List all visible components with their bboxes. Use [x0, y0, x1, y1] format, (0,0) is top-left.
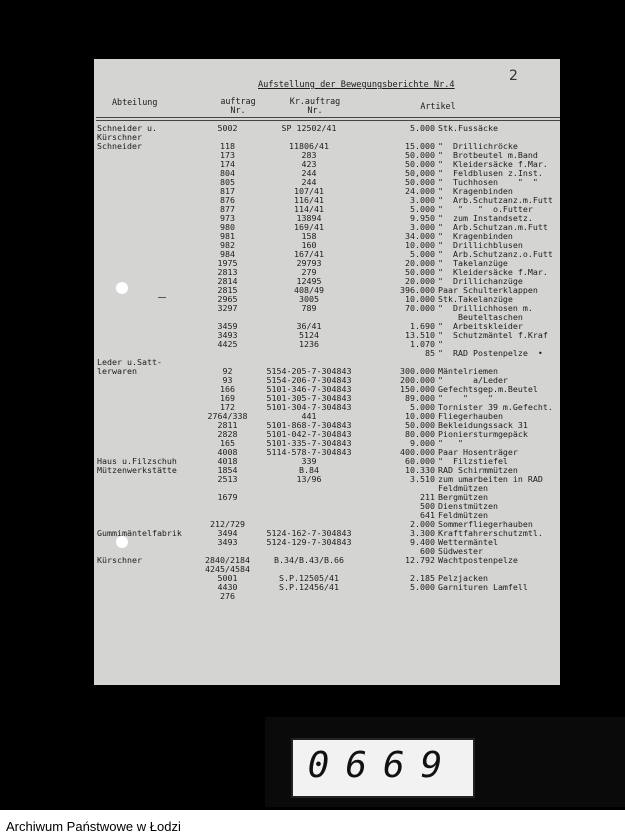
cell-artikel: Paar Schulterklappen — [438, 286, 538, 295]
cell-kr-auftrag: 114/41 — [294, 205, 324, 214]
cell-quantity: 1.070 — [410, 340, 435, 349]
cell-kr-auftrag: 5124-162-7-304843 — [266, 529, 352, 538]
cell-quantity: 60.000 — [405, 457, 435, 466]
cell-auftrag: 2513 — [217, 475, 238, 484]
cell-auftrag: 2828 — [217, 430, 238, 439]
cell-kr-auftrag: 5154-206-7-304843 — [266, 376, 352, 385]
cell-artikel: Beuteltaschen — [438, 313, 523, 322]
cell-kr-auftrag: 423 — [301, 160, 317, 169]
cell-artikel: Stk.Takelanzüge — [438, 295, 513, 304]
cell-auftrag: 3459 — [217, 322, 238, 331]
cell-kr-auftrag: B.34/B.43/B.66 — [274, 556, 344, 565]
cell-auftrag: 2815 — [217, 286, 238, 295]
cell-artikel: " Tuchhosen " " — [438, 178, 538, 187]
cell-kr-auftrag: 11806/41 — [289, 142, 329, 151]
footer-bar — [0, 810, 625, 840]
cell-auftrag: 2840/2184 — [205, 556, 250, 565]
cell-kr-auftrag: 5114-578-7-304843 — [266, 448, 352, 457]
header-abteilung: Abteilung — [112, 97, 158, 107]
cell-artikel: " a/Leder — [438, 376, 508, 385]
cell-auftrag: 92 — [222, 367, 233, 376]
cell-artikel: Südwester — [438, 547, 483, 556]
cell-kr-auftrag: 5101-042-7-304843 — [266, 430, 352, 439]
cell-artikel: Feldmützen — [438, 511, 488, 520]
cell-quantity: 10.000 — [405, 412, 435, 421]
cell-kr-auftrag: 3005 — [299, 295, 319, 304]
cell-auftrag: 2764/338 — [207, 412, 248, 421]
cell-auftrag: 2811 — [217, 421, 238, 430]
cell-artikel: " Kleidersäcke f.Mar. — [438, 160, 548, 169]
cell-auftrag: 172 — [220, 403, 235, 412]
cell-quantity: 5.000 — [410, 124, 435, 133]
cell-abteilung: Gummimäntelfabrik — [97, 529, 182, 538]
cell-auftrag: 4430 — [217, 583, 238, 592]
cell-quantity: 500 — [420, 502, 435, 511]
cell-quantity: 50.000 — [405, 421, 435, 430]
cell-artikel: " " — [438, 439, 463, 448]
header-kr-auftrag: Kr.auftrag Nr. — [289, 96, 341, 115]
cell-artikel: " Drillichhosen m. — [438, 304, 533, 313]
cell-artikel: " Arb.Schutzanz.m.Futt — [438, 196, 553, 205]
cell-auftrag: 980 — [220, 223, 235, 232]
cell-kr-auftrag: 167/41 — [294, 250, 324, 259]
cell-kr-auftrag: 107/41 — [294, 187, 324, 196]
cell-quantity: 12.792 — [405, 556, 435, 565]
cell-kr-auftrag: 13/96 — [296, 475, 322, 484]
cell-artikel: " Drillichanzüge — [438, 277, 523, 286]
cell-auftrag: 4245/4584 — [205, 565, 250, 574]
cell-quantity: 15.000 — [405, 142, 435, 151]
cell-artikel: Pioniersturmgepäck — [438, 430, 528, 439]
cell-artikel: Mäntelriemen — [438, 367, 498, 376]
cell-quantity: 9.950 — [410, 214, 435, 223]
cell-quantity: 3.000 — [410, 196, 435, 205]
cell-auftrag: 166 — [220, 385, 235, 394]
cell-artikel: " Drillichröcke — [438, 142, 518, 151]
cell-auftrag: 2813 — [217, 268, 238, 277]
cell-auftrag: 877 — [220, 205, 235, 214]
cell-kr-auftrag: 789 — [301, 304, 317, 313]
cell-quantity: 5.000 — [410, 583, 435, 592]
cell-artikel: RAD Schirmmützen — [438, 466, 518, 475]
header-auftrag: auftrag Nr. — [220, 96, 256, 115]
cell-quantity: 10.000 — [405, 295, 435, 304]
cell-abteilung: Leder u.Satt- — [97, 358, 162, 367]
cell-abteilung: Haus u.Filzschuh — [97, 457, 177, 466]
cell-kr-auftrag: 5154-205-7-304843 — [266, 367, 352, 376]
cell-abteilung: Schneider u. — [97, 124, 157, 133]
cell-kr-auftrag: 279 — [301, 268, 317, 277]
cell-auftrag: 804 — [220, 169, 235, 178]
cell-artikel: " " " o.Futter — [438, 205, 533, 214]
cell-quantity: 20.000 — [405, 277, 435, 286]
cell-quantity: 3.300 — [410, 529, 435, 538]
cell-quantity: 50,000 — [405, 169, 435, 178]
cell-quantity: 24.000 — [405, 187, 435, 196]
page-number: 2 — [509, 68, 518, 84]
stamp-number: 0669 — [307, 745, 459, 786]
cell-artikel: Fliegerhauben — [438, 412, 503, 421]
cell-quantity: 5.000 — [410, 403, 435, 412]
cell-kr-auftrag: 283 — [301, 151, 317, 160]
cell-abteilung: lerwaren — [97, 367, 137, 376]
cell-artikel: " Drillichblusen — [438, 241, 523, 250]
cell-auftrag: 1975 — [217, 259, 238, 268]
cell-artikel: Pelzjacken — [438, 574, 488, 583]
cell-quantity: 10.330 — [405, 466, 435, 475]
cell-auftrag: 981 — [220, 232, 235, 241]
cell-auftrag: 169 — [220, 394, 235, 403]
punch-hole — [116, 282, 128, 294]
cell-kr-auftrag: 29793 — [296, 259, 322, 268]
cell-quantity: 300.000 — [400, 367, 435, 376]
cell-abteilung: Kürschner — [97, 133, 142, 142]
cell-quantity: 211 — [420, 493, 435, 502]
cell-quantity: 10.000 — [405, 241, 435, 250]
cell-kr-auftrag: 5124-129-7-304843 — [266, 538, 352, 547]
cell-kr-auftrag: 244 — [301, 169, 317, 178]
cell-artikel: " Arb.Schutzanz.o.Futt — [438, 250, 553, 259]
cell-quantity: 3.000 — [410, 223, 435, 232]
cell-artikel: " Schutzmäntel f.Kraf — [438, 331, 548, 340]
cell-kr-auftrag: 13894 — [296, 214, 322, 223]
header-rule — [96, 117, 560, 118]
cell-artikel: " Feldblusen z.Inst. — [438, 169, 543, 178]
cell-abteilung: Schneider — [97, 142, 142, 151]
cell-artikel: " Brotbeutel m.Band — [438, 151, 538, 160]
cell-auftrag: 3493 — [217, 538, 238, 547]
cell-kr-auftrag: 408/49 — [294, 286, 324, 295]
cell-artikel: Sommerfliegerhauben — [438, 520, 533, 529]
cell-auftrag: 5002 — [217, 124, 238, 133]
cell-kr-auftrag: 116/41 — [294, 196, 324, 205]
cell-quantity: 400.000 — [400, 448, 435, 457]
cell-quantity: 2.185 — [410, 574, 435, 583]
cell-artikel: Kraftfahrerschutzmtl. — [438, 529, 543, 538]
cell-auftrag: 118 — [220, 142, 235, 151]
cell-kr-auftrag: 160 — [301, 241, 317, 250]
cell-kr-auftrag: 339 — [301, 457, 317, 466]
cell-quantity: 85 — [425, 349, 435, 358]
cell-kr-auftrag: 1236 — [299, 340, 319, 349]
cell-quantity: 200.000 — [400, 376, 435, 385]
cell-kr-auftrag: 5101-304-7-304843 — [266, 403, 352, 412]
cell-auftrag: 5001 — [217, 574, 238, 583]
cell-kr-auftrag: SP 12502/41 — [281, 124, 337, 133]
cell-auftrag: 165 — [220, 439, 235, 448]
cell-artikel: " zum Instandsetz. — [438, 214, 533, 223]
cell-artikel: " Kleidersäcke f.Mar. — [438, 268, 548, 277]
cell-auftrag: 276 — [220, 592, 235, 601]
cell-quantity: 50.000 — [405, 178, 435, 187]
cell-quantity: 150.000 — [400, 385, 435, 394]
header-rule-lower — [96, 120, 560, 121]
cell-auftrag: 4425 — [217, 340, 238, 349]
archive-stamp — [291, 738, 475, 798]
cell-kr-auftrag: 5101-346-7-304843 — [266, 385, 352, 394]
cell-quantity: 34.000 — [405, 232, 435, 241]
cell-quantity: 50.000 — [405, 268, 435, 277]
cell-auftrag: 93 — [222, 376, 233, 385]
cell-kr-auftrag: 36/41 — [296, 322, 322, 331]
cell-quantity: 3.510 — [410, 475, 435, 484]
cell-auftrag: 3297 — [217, 304, 238, 313]
cell-quantity: 50.000 — [405, 160, 435, 169]
cell-quantity: 9.000 — [410, 439, 435, 448]
cell-kr-auftrag: 441 — [301, 412, 317, 421]
cell-auftrag: 3494 — [217, 529, 238, 538]
cell-auftrag: 3493 — [217, 331, 238, 340]
cell-quantity: 396.000 — [400, 286, 435, 295]
cell-auftrag: 1679 — [217, 493, 238, 502]
cell-kr-auftrag: 158 — [301, 232, 317, 241]
cell-quantity: 5.000 — [410, 205, 435, 214]
cell-quantity: 89.000 — [405, 394, 435, 403]
cell-auftrag: 817 — [220, 187, 235, 196]
cell-artikel: " Takelanzüge — [438, 259, 508, 268]
header-artikel: Artikel — [420, 101, 456, 111]
cell-auftrag: 984 — [220, 250, 235, 259]
cell-auftrag: 174 — [220, 160, 235, 169]
cell-kr-auftrag: S.P.12505/41 — [279, 574, 339, 583]
cell-kr-auftrag: B.84 — [299, 466, 319, 475]
cell-artikel: " RAD Postenpelze • — [438, 349, 543, 358]
cell-kr-auftrag: 5101-335-7-304843 — [266, 439, 352, 448]
archive-credit: Archiwum Państwowe w Łodzi — [6, 819, 181, 834]
cell-auftrag: 4018 — [217, 457, 238, 466]
cell-quantity: 70.000 — [405, 304, 435, 313]
cell-auftrag: 973 — [220, 214, 235, 223]
cell-quantity: 13.510 — [405, 331, 435, 340]
cell-artikel: Feldmützen — [438, 484, 488, 493]
cell-auftrag: 212/729 — [210, 520, 245, 529]
cell-quantity: 641 — [420, 511, 435, 520]
cell-auftrag: 4008 — [217, 448, 238, 457]
page-title: Aufstellung der Bewegungsberichte Nr.4 — [258, 80, 455, 90]
cell-auftrag: 173 — [220, 151, 235, 160]
cell-kr-auftrag: S.P.12456/41 — [279, 583, 339, 592]
cell-artikel: " Kragenbinden — [438, 187, 513, 196]
cell-artikel: " — [438, 340, 443, 349]
cell-artikel: Garnituren Lamfell — [438, 583, 528, 592]
cell-artikel: Tornister 39 m.Gefecht. — [438, 403, 553, 412]
cell-quantity: 1.690 — [410, 322, 435, 331]
cell-artikel: Stk.Fussäcke — [438, 124, 498, 133]
cell-auftrag: 2814 — [217, 277, 238, 286]
cell-kr-auftrag: 244 — [301, 178, 317, 187]
cell-abteilung: Kürschner — [97, 556, 142, 565]
cell-artikel: Gefechtsgep.m.Beutel — [438, 385, 538, 394]
cell-artikel: " Kragenbinden — [438, 232, 513, 241]
cell-artikel: Wachtpostenpelze — [438, 556, 518, 565]
cell-quantity: 600 — [420, 547, 435, 556]
cell-quantity: 2.000 — [410, 520, 435, 529]
cell-artikel: Bergmützen — [438, 493, 488, 502]
cell-kr-auftrag: 5124 — [299, 331, 319, 340]
cell-quantity: 50.000 — [405, 151, 435, 160]
cell-artikel: " " " — [438, 394, 493, 403]
cell-quantity: 5.000 — [410, 250, 435, 259]
cell-kr-auftrag: 5101-305-7-304843 — [266, 394, 352, 403]
cell-artikel: " Filzstiefel — [438, 457, 508, 466]
cell-auftrag: 876 — [220, 196, 235, 205]
cell-quantity: 80.000 — [405, 430, 435, 439]
cell-artikel: " Arbeitskleider — [438, 322, 523, 331]
cell-artikel: Paar Hosenträger — [438, 448, 518, 457]
cell-kr-auftrag: 5101-868-7-304843 — [266, 421, 352, 430]
cell-quantity: 20.000 — [405, 259, 435, 268]
cell-artikel: zum umarbeiten in RAD — [438, 475, 543, 484]
cell-artikel: " Arb.Schutzan.m.Futt — [438, 223, 548, 232]
cell-quantity: 9.400 — [410, 538, 435, 547]
cell-artikel: Bekleidungssack 31 — [438, 421, 528, 430]
cell-auftrag: 805 — [220, 178, 235, 187]
cell-artikel: Wettermäntel — [438, 538, 498, 547]
cell-kr-auftrag: 169/41 — [294, 223, 324, 232]
cell-kr-auftrag: 12495 — [296, 277, 322, 286]
cell-auftrag: 2965 — [217, 295, 238, 304]
margin-mark — [158, 297, 166, 298]
cell-auftrag: 1854 — [217, 466, 238, 475]
cell-artikel: Dienstmützen — [438, 502, 498, 511]
cell-auftrag: 982 — [220, 241, 235, 250]
cell-abteilung: Mützenwerkstätte — [97, 466, 177, 475]
